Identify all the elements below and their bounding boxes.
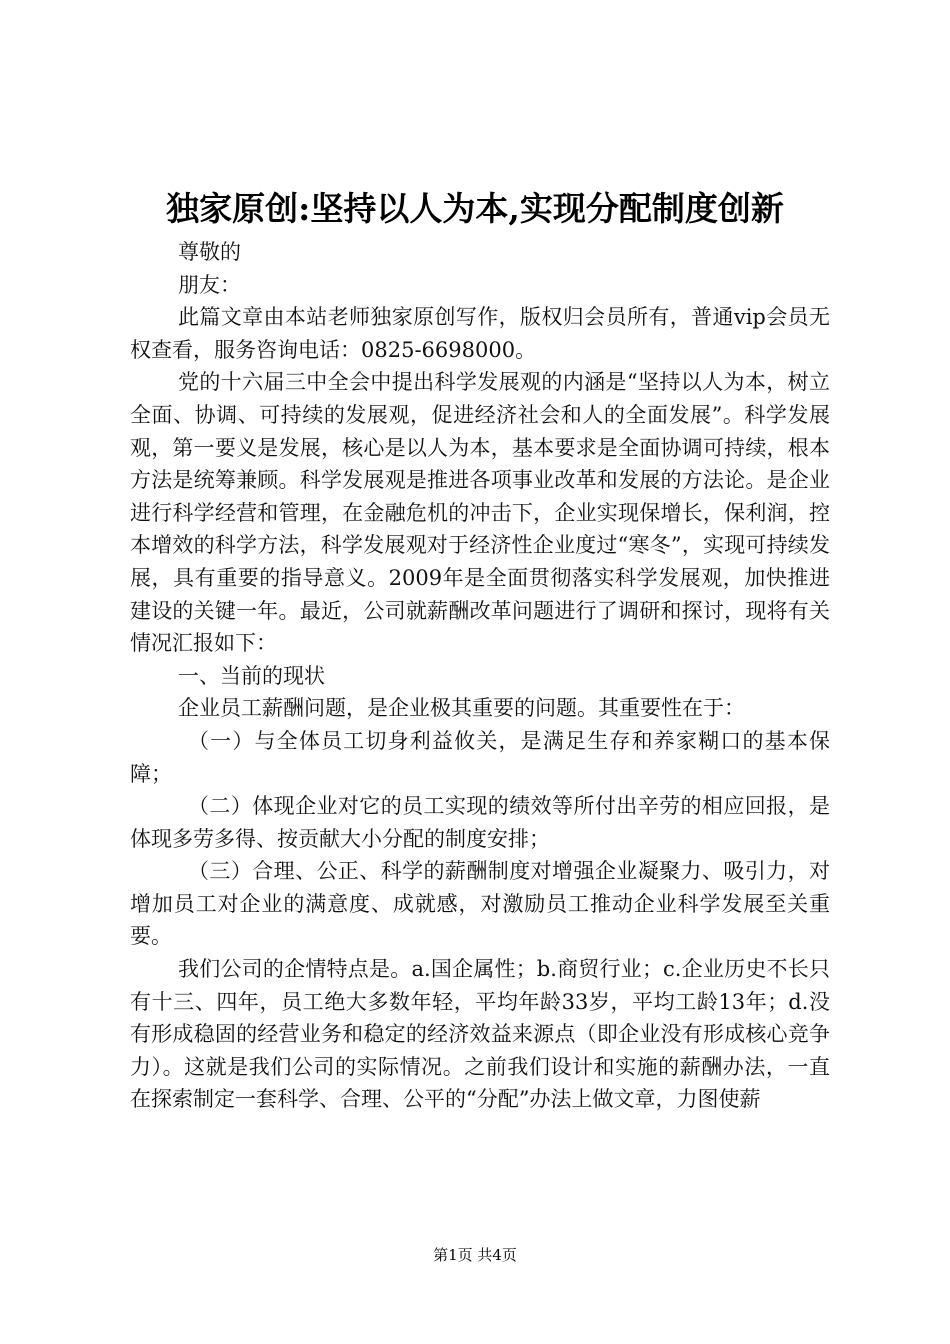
document-body <box>130 236 830 1116</box>
document-title: 独家原创:坚持以人为本,实现分配制度创新 <box>166 189 784 228</box>
paragraph-copyright-notice: 此篇文章由本站老师独家原创写作，版权归会员所有，普通vip会员无权查看，服务咨询电话：0825-6698000。 <box>130 305 830 362</box>
paragraph-intro: 党的十六届三中全会中提出科学发展观的内涵是“坚持以人为本，树立全面、协调、可持续的发展观，促进经济社会和人的全面发展”。科学发展观，第一要义是发展，核心是以人为本，基本要求是全面协调可持续，根本方法是统筹兼顾。科学发展观是推进各项事业改革和发展的方法论。是企业进行科学经营和管理，在金融危机的冲击下，企业实现保增长，保利润，控本增效的科学方法，科学发展观对于经济性企业度过“寒冬”，实现可持续发展，具有重要的指导意义。2009年是全面贯彻落实科学发展观，加快推进建设的关键一年。最近，公司就薪酬改革问题进行了调研和探讨，现将有关情况汇报如下： <box>130 370 830 656</box>
salutation-line-1: 尊敬的 <box>178 240 241 264</box>
list-item-3: （三）合理、公正、科学的薪酬制度对增强企业凝聚力、吸引力，对增加员工对企业的满意度、成就感，对激励员工推动企业科学发展至关重要。 <box>130 859 830 949</box>
section-heading-current-status: 一、当前的现状 <box>178 663 325 688</box>
salutation-line-2: 朋友： <box>178 272 241 297</box>
list-item-2: （二）体现企业对它的员工实现的绩效等所付出辛劳的相应回报，是体现多劳多得、按贡献大小分配的制度安排； <box>130 794 830 851</box>
list-item-1: （一）与全体员工切身利益攸关，是满足生存和养家糊口的基本保障； <box>130 728 830 786</box>
paragraph-company-features: 我们公司的企情特点是。a.国企属性；b.商贸行业；c.企业历史不长只有十三、四年，员工绝大多数年轻，平均年龄33岁，平均工龄13年；d.没有形成稳固的经营业务和稳定的经济效益来源点（即企业没有形成核心竞争力）。这就是我们公司的实际情况。之前我们设计和实施的薪酬办法，一直在探索制定一套科学、合理、公平的“分配”办法上做文章，力图使薪 <box>130 957 830 1112</box>
page-number-footer: 第1页 共4页 <box>433 1246 517 1264</box>
paragraph-importance: 企业员工薪酬问题，是企业极其重要的问题。其重要性在于： <box>178 696 745 721</box>
